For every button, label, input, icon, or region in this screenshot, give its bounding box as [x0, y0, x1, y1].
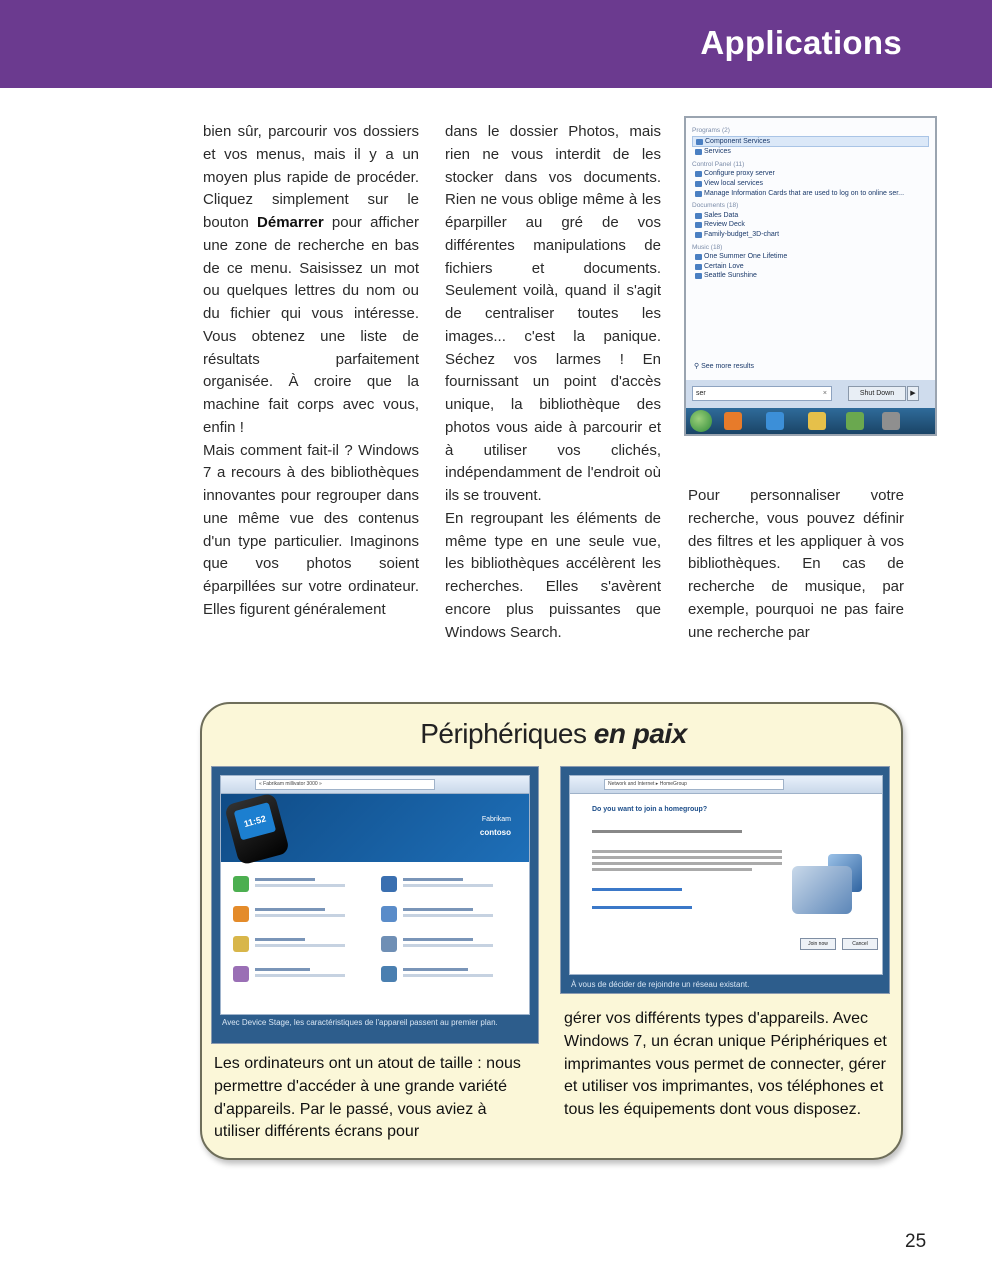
see-more-label: See more results — [701, 363, 754, 370]
title-italic: en paix — [593, 718, 687, 749]
paragraph: En regroupant les éléments de même type en une seule vue, les bibliothèques accélèrent les recherches. Elles s'avèrent encore plus puissantes que Windows Search. — [445, 509, 661, 641]
taskbar — [686, 408, 935, 434]
result-item[interactable]: Family-budget_3D-chart — [692, 230, 929, 240]
task-item[interactable] — [381, 964, 511, 990]
screenshot-caption: À vous de décider de rejoindre un réseau existant. — [561, 977, 889, 994]
section-title: Applications — [700, 24, 902, 61]
see-more-results-link[interactable]: ⚲ See more results — [694, 363, 754, 370]
network-icon[interactable] — [846, 412, 864, 430]
files-icon — [233, 936, 249, 952]
brand-fabrikam: Fabrikam — [481, 816, 511, 823]
shutdown-options-arrow-icon[interactable]: ▶ — [907, 386, 919, 401]
homegroup-info-link[interactable] — [592, 888, 682, 891]
search-row — [686, 380, 935, 408]
result-item[interactable]: Manage Information Cards that are used to log on to online ser... — [692, 189, 929, 199]
sharing-settings-link[interactable] — [592, 906, 692, 909]
sidebar-text-right: gérer vos différents types d'appareils. Avec Windows 7, un écran unique Périphériques et imprimantes vous permet de connecter, gérer et utiliser vos imprimantes, vos téléphones et tous les équipements dont vous disposez. — [564, 1010, 887, 1118]
address-field[interactable]: Network and Internet ▸ HomeGroup — [604, 779, 784, 790]
result-item[interactable]: One Summer One Lifetime — [692, 252, 929, 262]
phone-image — [224, 792, 290, 865]
paragraph: Pour personnaliser votre recherche, vous pouvez définir des filtres et les appliquer à vos bibliothèques. En cas de recherche de musique, par exemple, pourquoi ne pas faire une recherche par — [688, 487, 904, 641]
bold-term: Démarrer — [257, 214, 324, 231]
sync-icon — [233, 876, 249, 892]
homegroup-window — [569, 775, 883, 975]
group-label: Control Panel (11) — [692, 160, 745, 168]
homegroup-screenshot — [560, 766, 890, 994]
internet-explorer-icon[interactable] — [766, 412, 784, 430]
cancel-button[interactable]: Cancel — [842, 938, 878, 950]
join-now-button[interactable]: Join now — [800, 938, 836, 950]
media-icon — [233, 906, 249, 922]
start-search-input[interactable] — [692, 386, 832, 401]
sidebar-title — [202, 718, 905, 750]
address-field[interactable]: « Fabrikam millivator 3000 » — [255, 779, 435, 790]
music-icon — [381, 876, 397, 892]
phone-time: 11:52 — [234, 802, 277, 840]
start-orb-icon[interactable] — [690, 410, 712, 432]
result-item[interactable]: Seattle Sunshine — [692, 271, 929, 281]
info-icon — [233, 966, 249, 982]
shutdown-button[interactable]: Shut Down — [848, 386, 906, 401]
address-bar — [570, 776, 882, 794]
header-band — [0, 0, 992, 88]
text-run: bien sûr, parcourir vos dossiers et vos menus, mais il y a un moyen plus rapide de procéder. Cliquez simplement sur le bouton — [203, 123, 419, 231]
result-item[interactable]: Certain Love — [692, 262, 929, 272]
group-label: Documents (18) — [692, 202, 739, 210]
task-item[interactable] — [381, 904, 511, 930]
brand-contoso: contoso — [479, 828, 511, 837]
device-stage-screenshot — [211, 766, 539, 1044]
homegroup-question: Do you want to join a homegroup? — [592, 806, 708, 813]
pictures-icon — [381, 906, 397, 922]
result-item[interactable]: View local services — [692, 179, 929, 189]
screenshot-caption: Avec Device Stage, les caractéristiques de l'appareil passent au premier plan. — [212, 1015, 538, 1044]
settings-icon — [381, 936, 397, 952]
task-item[interactable] — [381, 874, 511, 900]
device-stage-window — [220, 775, 530, 1015]
text-run: pour afficher une zone de recherche en bas de ce menu. Saisissez un mot ou quelques lettres du nom ou du fichier qui vous intéresse. Vous obtenez une liste de résultats parfaitement organisée. À croire que la machine fait corps avec vous, enfin ! — [203, 214, 419, 436]
group-label: Music (18) — [692, 243, 723, 251]
task-item[interactable] — [381, 934, 511, 960]
title-regular: Périphériques — [420, 718, 594, 749]
group-label: Programs (2) — [692, 127, 730, 134]
result-item[interactable]: Review Deck — [692, 220, 929, 230]
device-banner — [221, 794, 529, 862]
task-item[interactable] — [233, 934, 363, 960]
recycle-bin-icon[interactable] — [882, 412, 900, 430]
start-menu-screenshot — [684, 116, 937, 436]
computer-icon — [792, 866, 852, 914]
support-icon — [381, 966, 397, 982]
clear-icon[interactable]: × — [822, 390, 827, 397]
paragraph — [203, 121, 419, 440]
search-results-list — [686, 118, 935, 380]
text-column-2 — [445, 121, 661, 644]
result-item[interactable]: Services — [692, 147, 929, 157]
task-item[interactable] — [233, 904, 363, 930]
search-value: ser — [696, 390, 706, 397]
address-bar — [221, 776, 529, 794]
text-column-3 — [688, 485, 904, 644]
task-item[interactable] — [233, 964, 363, 990]
page-number: 25 — [905, 1231, 927, 1252]
text-column-1 — [203, 121, 419, 622]
result-item[interactable]: Sales Data — [692, 211, 929, 221]
paragraph: Mais comment fait-il ? Windows 7 a recours à des bibliothèques innovantes pour regrouper dans une même vue des contenus d'un type particulier. Imaginons que vos photos soient éparpillées sur votre ordinateur. Elles figurent généralement — [203, 441, 419, 618]
sidebar-text-left: Les ordinateurs ont un atout de taille : nous permettre d'accéder à une grande variété d'appareils. Par le passé, vous aviez à utiliser différents écrans pour — [214, 1055, 521, 1141]
result-item[interactable]: Component Services — [692, 136, 929, 148]
task-item[interactable] — [233, 874, 363, 900]
explorer-folder-icon[interactable] — [808, 412, 826, 430]
result-item[interactable]: Configure proxy server — [692, 169, 929, 179]
media-player-icon[interactable] — [724, 412, 742, 430]
paragraph: dans le dossier Photos, mais rien ne vous interdit de les stocker dans vos documents. Rien ne vous oblige même à les éparpiller au gré de vos différentes manipulations de fichiers et documents. Seulement voilà, quand il s'agit de centraliser toutes les images... c'est la panique. Séchez vos larmes ! En fournissant un point d'accès unique, la bibliothèque des photos vous aide à parcourir et à utiliser vos clichés, indépendamment de l'endroit où ils se trouvent. — [445, 123, 661, 504]
